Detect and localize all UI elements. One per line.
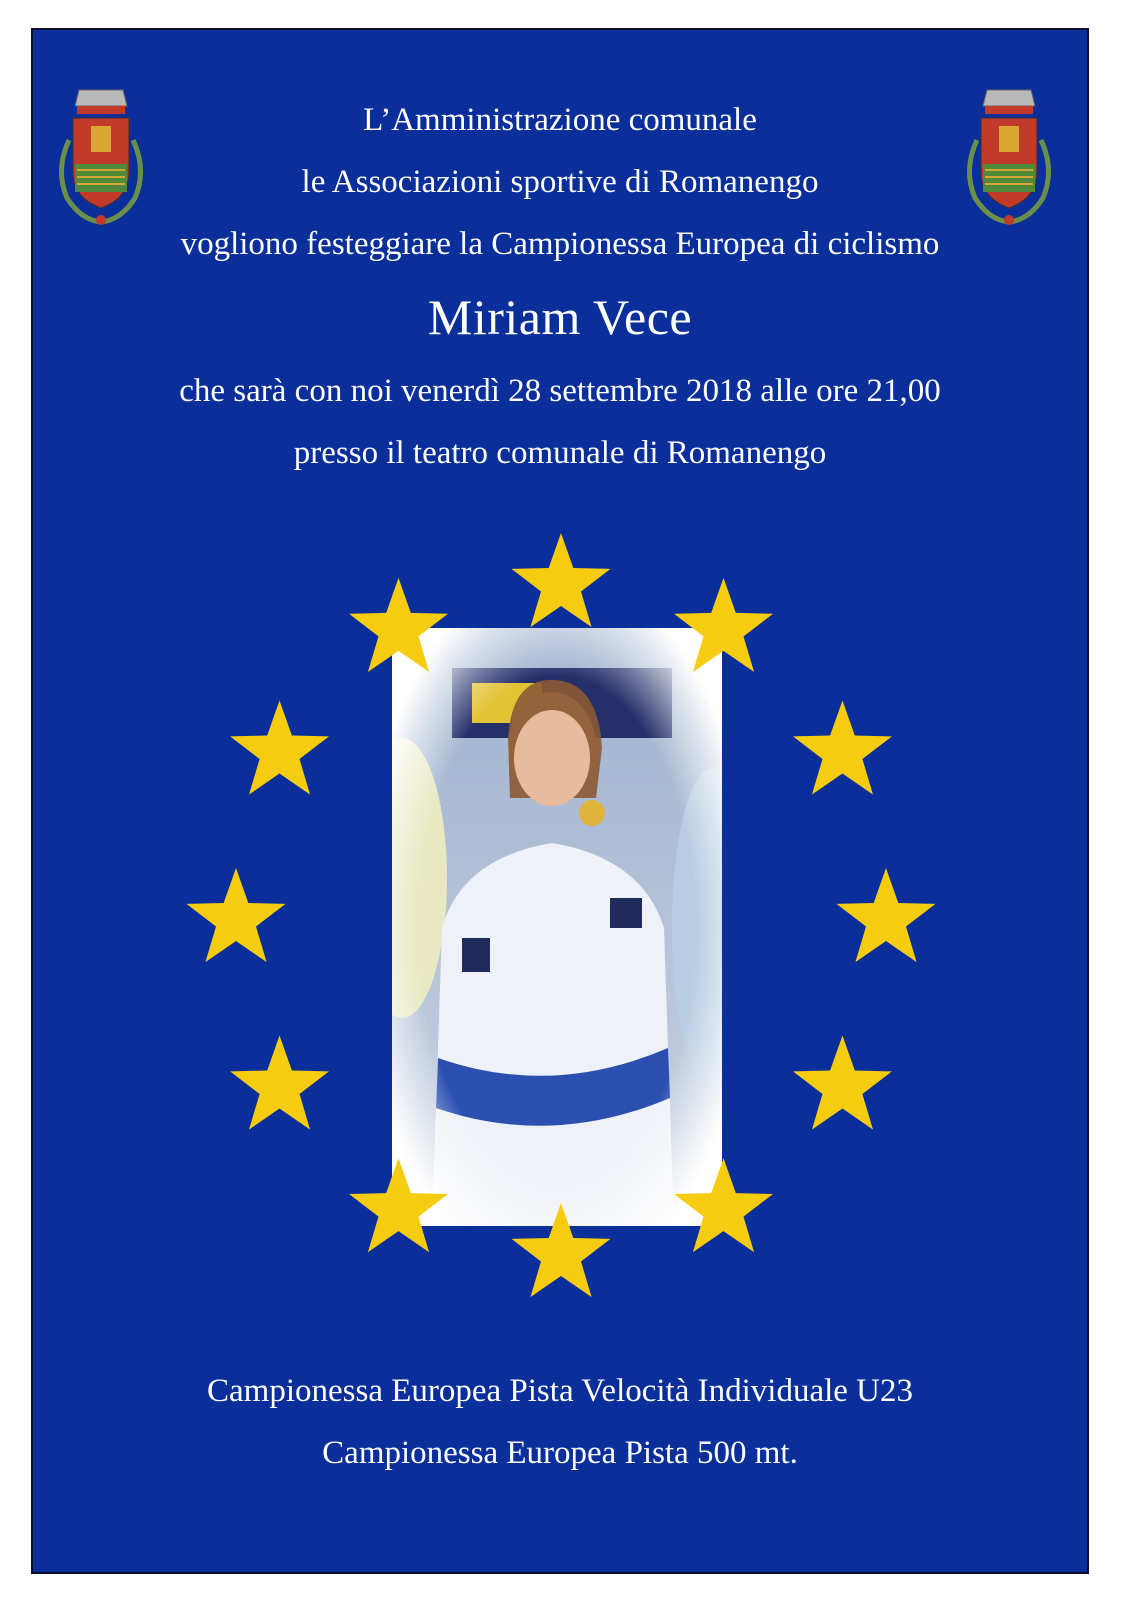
- star-icon: [187, 868, 286, 962]
- event-where: presso il teatro comunale di Romanengo: [293, 435, 827, 471]
- star-icon: [512, 533, 611, 627]
- star-icon: [793, 1036, 892, 1130]
- star-icon: [793, 701, 892, 795]
- star-icon: [230, 1036, 329, 1130]
- athlete-name: Miriam Vece: [427, 289, 693, 345]
- event-when: che sarà con noi venerdì 28 settembre 2018 alle ore 21,00: [179, 373, 941, 409]
- cyclist-photo: [392, 628, 722, 1226]
- header-line-1: L’Amministrazione comunale: [363, 102, 757, 138]
- poster: [31, 28, 1089, 1574]
- title-line-1: Campionessa Europea Pista Velocità Individuale U23: [207, 1373, 913, 1409]
- star-icon: [837, 868, 936, 962]
- title-line-2: Campionessa Europea Pista 500 mt.: [322, 1435, 798, 1471]
- header-line-2: le Associazioni sportive di Romanengo: [301, 164, 819, 200]
- star-icon: [230, 701, 329, 795]
- header-line-3: vogliono festeggiare la Campionessa Europea di ciclismo: [180, 226, 940, 262]
